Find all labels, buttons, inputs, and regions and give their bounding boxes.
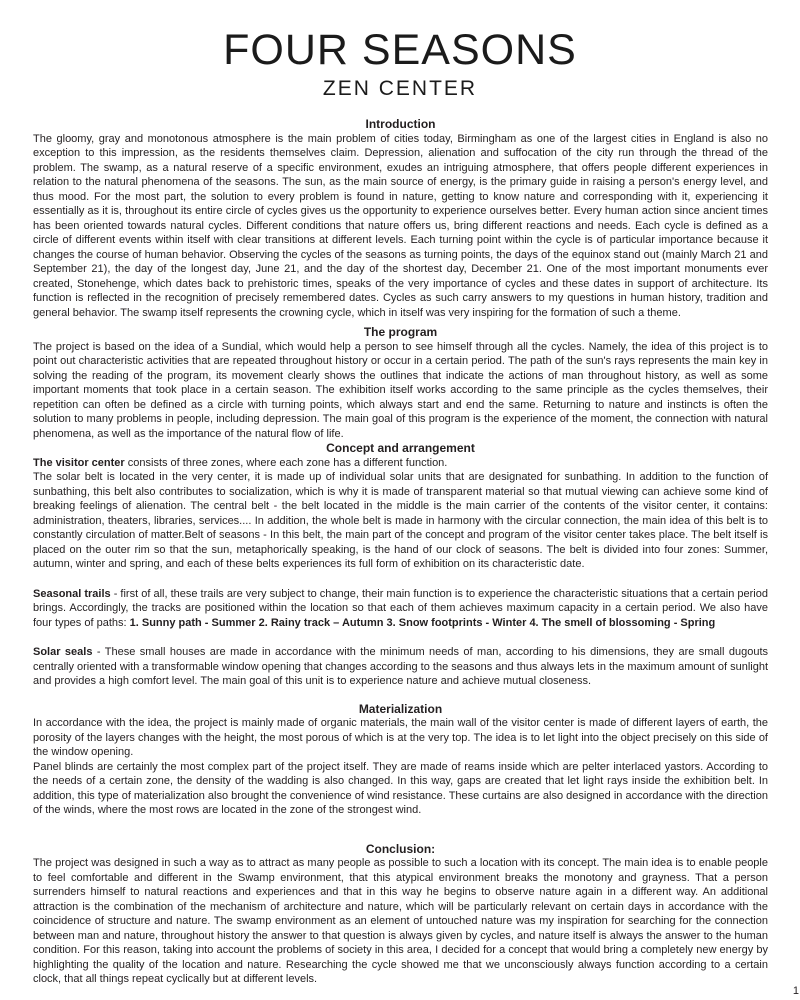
section-heading: Introduction (365, 117, 436, 131)
text-segment: The solar belt is located in the very center, it is made up of individual solar units that are designated for sunbathing. In addition to the function of sunbathing, this belt also contributes to socialization, which is why it is made of transparent material so that mutual viewing can achieve some kind of breaking feelings of alienation. The central belt - the belt located in the middle is the main carrier of the contents of the visitor center, it contains: administration, theaters, libraries, services.... In addition, the whole belt is made in harmony with the circular connection, the main idea of this belt is to constantly circulation of matter.Belt of seasons - In this belt, the main part of the concept and program of the visitor center takes place. The belt itself is placed on the outer rim so that the sun, metaphorically speaking, is the hand of our clock of seasons. The belt is divided into four zones: Summer, autumn, winter and spring, and each of these belts experiences its full form of exhibition on its characteristic date. (33, 471, 768, 570)
section-program (33, 325, 768, 441)
section-heading: Concept and arrangement (326, 441, 475, 455)
section-heading: Conclusion: (365, 841, 436, 856)
text-segment: The gloomy, gray and monotonous atmosphere is the main problem of cities today, Birmingham as one of the largest cities in England is also no exception to this impression, as the residents themselves claim. Depression, alienation and suffocation of the city run through the thread of the problem. The swamp, as a natural reserve of a specific environment, exudes an intriguing atmosphere, that offers people different experiences in relation to the natural phenomena of the seasons. The sun, as the main source of energy, is the primary guide in raising a person's energy level, and thus mood. For the most part, the solution to every problem is found in nature, getting to know nature and corresponding with it, experiencing it essentially as it is, throughout its entire circle of cycles gives us the opportunity to experience ourselves better. Every human action since ancient times has been oriented towards natural cycles. Different conditions that nature offers us, bring different reactions and needs. Each cycle is defined as a circle of different events within itself with clear transitions at different levels. Each turning point within the cycle is of particular importance because it changes the course of human behavior. Observing the cycles of the seasons as turning points, the days of the equinox stand out (mainly March 21 and September 21), the day of the longest day, June 21, and the day of the shortest day, December 21. One of the most important monuments ever created, Stonehenge, which dates back to prehistoric times, speaks of the very importance of cycles and these dates in support of architecture. Its function is reflected in the recognition of precisely remembered dates. Cycles as such carry answers to my questions in human history, tradition and general behavior. The swamp itself represents the crowning cycle, which in itself was very inspiring for the formation of such a theme. (33, 132, 768, 319)
section-introduction (33, 117, 768, 320)
bold-text-segment: 1. Sunny path - Summer 2. Rainy track – Autumn 3. Snow footprints - Winter 4. The smell of blossoming - Spring (129, 616, 716, 629)
document-body (33, 117, 768, 987)
bold-text-segment: Seasonal trails (33, 587, 111, 600)
section-heading: The program (363, 325, 438, 339)
paragraph (33, 470, 768, 572)
text-segment: The project is based on the idea of a Sundial, which would help a person to see himself through all the cycles. Namely, the idea of this project is to point out characteristic activities that are repeated throughout history or occur in a certain period. The path of the sun's rays represents the main key in solving the reading of the program, its movement clearly shows the outlines that indicate the actions of man throughout history, as well as some important moments that took place in a certain season. The exhibition itself works according to the same principle as the cycles themselves, their repetition can often be defined as a circle with turning points, which always start and end the same. Returning to nature and instincts is often the solution to many problems in people, including depression. The main goal of this program is the experience of the moment, the connection with natural phenomena, as well as the importance of the natural flow of life. (33, 340, 768, 440)
paragraph (33, 340, 768, 442)
section-solar-seals (33, 645, 768, 689)
section-heading: Materialization (358, 701, 443, 716)
section-seasonal-trails (33, 587, 768, 631)
paragraph (33, 132, 768, 321)
section-concept (33, 441, 768, 572)
paragraph (33, 760, 768, 818)
text-segment: In accordance with the idea, the project is mainly made of organic materials, the main wall of the visitor center is made of different layers of earth, the porosity of the layers changes with the height, the most porous of which is at the very top. The idea is to let light into the object precisely on this side of the window opening. (33, 717, 768, 758)
paragraph (33, 587, 768, 631)
paragraph (33, 645, 768, 689)
text-segment: Panel blinds are certainly the most complex part of the project itself. They are made of reams inside which are pelter interlaced yastors. According to the needs of a certain zone, the density of the wadding is also changed. In this way, gaps are created that let light rays inside the exhibition belt. In addition, this type of materialization also brought the convenience of wind resistance. These curtains are also designed in accordance with the direction of the winds, where the most rows are located in the zone of the strongest wind. (33, 760, 768, 816)
document-subtitle: ZEN CENTER (322, 77, 478, 100)
section-materialization (33, 702, 768, 818)
text-segment: - These small houses are made in accordance with the minimum needs of man, according to his dimensions, they are small dugouts centrally oriented with a transformable window opening that changes according to the seasons and thus always lets in the maximum amount of sunlight and provides a high comfort level. The main goal of this unit is to experience nature and achieve mutual closeness. (33, 646, 769, 687)
paragraph (33, 856, 768, 987)
paragraph (33, 716, 768, 760)
text-segment: consists of three zones, where each zone has a different function. (124, 456, 448, 469)
page-number: 1 (792, 985, 799, 997)
text-segment: The project was designed in such a way as to attract as many people as possible to such a location with its concept. The main idea is to enable people to feel comfortable and different in the Swamp environment, that this atypical environment breaks the monotony and grayness. That a person surrenders himself to natural reactions and experiences and that in this way he begins to observe nature again in a different way. An additional attraction is the combination of the mechanism of architecture and nature, which will be particularly relevant on certain days in accordance with the coincidence of structure and nature. The swamp environment as an element of untouched nature was my inspiration for searching for the connection between man and nature, throughout history the answer to that question is always given by cycles, and nature itself is always the answer to the human condition. For this reason, taking into account the problems of society in this area, I decided for a concept that would bring a completely new energy by highlighting the quality of the location and nature. Researching the cycle showed me that we unconsciously always function according to a certain clock, that all things repeat cyclically but at different levels. (33, 857, 768, 985)
bold-text-segment: Solar seals (33, 646, 93, 658)
bold-text-segment: The visitor center (33, 456, 125, 469)
text-segment: - first of all, these trails are very subject to change, their main function is to experience the characteristic situations that a certain period brings. Accordingly, the tracks are positioned within the location so that each of them achieves maximum capacity in a certain period. We also have four types of paths: (33, 587, 768, 629)
section-conclusion (33, 842, 768, 987)
paragraph (33, 456, 768, 471)
document-title: FOUR SEASONS (223, 26, 577, 74)
